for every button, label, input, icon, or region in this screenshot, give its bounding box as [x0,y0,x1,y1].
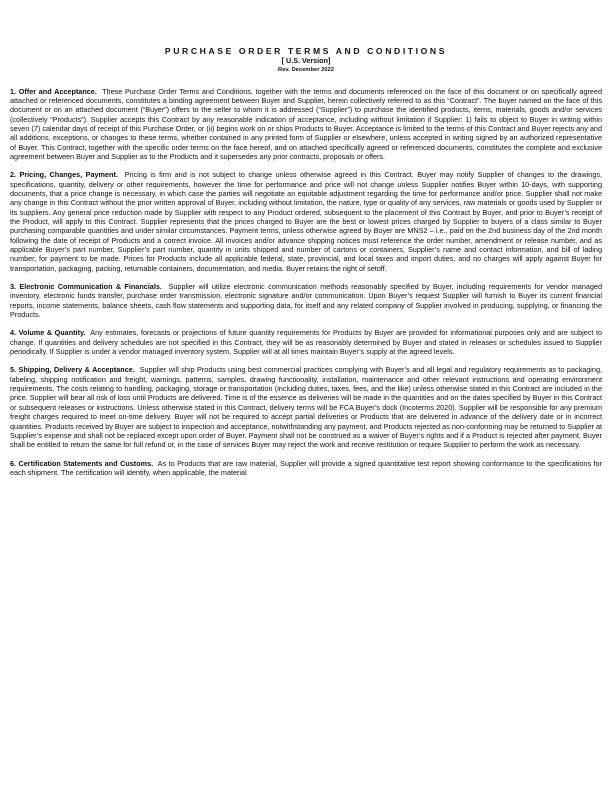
section-body: As to Products that are raw material, Supplier will provide a signed quantitative test report showing conformance to the specifications for each shipment. The certification will identify, when applicable, the material [10,458,602,477]
section-volume-quantity [10,328,602,356]
revision-date: Rev. December 2022 [278,66,334,73]
document-subtitle: [ U.S. Version] [281,56,331,65]
document-title: PURCHASE ORDER TERMS AND CONDITIONS [164,46,448,56]
section-heading: 5. Shipping, Delivery & Acceptance. [10,365,135,375]
section-heading: 1. Offer and Acceptance. [10,86,97,96]
section-body: Supplier will utilize electronic communication methods reasonably specified by Buyer, including requirements for vendor managed inventory, electronic funds transfer, purchase order transmission, electronic signature and/or communication. Upon Buyer’s request Supplier will furnish to Buyer its current financial reports, income statements, balance sheets, cash flow statements and supporting data, for itself and any related company of Supplier involved in producing, supplying, or financing the Products. [10,282,602,320]
section-heading: 3. Electronic Communication & Financials. [10,282,162,292]
section-heading: 2. Pricing, Changes, Payment. [10,170,118,180]
section-body: Any estimates, forecasts or projections of future quantity requirements for Products by Buyer are provided for informational purposes only and are subject to change. If quantities and delivery schedules are not specified in this Contract, they will be as reasonably determined by Buyer and stated in releases or schedules issued to Supplier periodically. If Supplier is under a vendor managed inventory system, Supplier will at all times maintain Buyer’s supply at the agreed levels. [10,328,602,357]
terms-sections [10,87,602,478]
section-body: Supplier will ship Products using best commercial practices complying with Buyer’s and all legal and regulatory requirements as to packaging, labeling, shipping notification and freight, warnings, patterns, samples, drawing functionality, installation, maintenance and other relevant instructions and operating environment requirements. The costs relating to handling, packaging, storage or transportation (including duties, taxes, fees, and the like) unless otherwise stated in this Contract are included in the price. Supplier will bear all risk of loss until Products are delivered. Time is of the essence as deliveries will be made in the quantities and on the dates specified by Buyer in this Contract or subsequent releases or instructions. Unless otherwise stated in this Contract, delivery terms will be FCA Buyer’s dock (Incoterms 2020). Supplier will be responsible for any premium freight charges required to meet on-time delivery. Buyer will not be required to accept partial deliveries or Products that are delivered in advance of the delivery date or in incorrect quantities. Products received by Buyer are subject to inspection and acceptance, notwithstanding any payment, and Products rejected as non-conforming may be returned to Supplier at Supplier’s expense and shall not be replaced except upon order of Buyer. Payment shall not be construed as a waiver of Buyer’s rights and if a Product is rejected after payment, Buyer shall be entitled to return the same for full refund or, in the case of services Buyer may reject the work and receive restitution or require Supplier to perform the work as necessary. [10,365,603,450]
section-electronic-communication [10,282,602,319]
section-heading: 6. Certification Statements and Customs. [10,458,154,468]
section-body: These Purchase Order Terms and Conditions, together with the terms and documents referenced on the face of this document or on specifically agreed attached or referenced documents, constitutes a binding agreement between Buyer and Supplier, herein collectively referred to as this “Contract”. The buyer named on the face of this document or on an attached document (“Buyer”) offers to the seller to whom it is addressed (“Supplier”) to purchase the identified products, items, materials, goods and/or services (collectively “Products”). Supplier accepts this Contract by any reasonable indication of acceptance, including without limitation if Supplier: 1) fails to object to Buyer in writing within seven (7) calendar days of receipt of this Purchase Order, or (ii) begins work on or ships Products to Buyer. Acceptance is limited to the terms of this Contract and Buyer rejects any and all additions, exceptions, or changes to these terms, whether contained in any printed form of Supplier or elsewhere, unless accepted in writing signed by an authorized representative of Buyer. This Contract, together with the specific order terms on the face hereof, and on attached specifically agreed or referenced documents, constitutes the complete and exclusive agreement between Buyer and Supplier as to the Products and it supersedes any prior contracts, proposals or offers. [10,86,602,161]
section-certification-customs [10,459,602,478]
section-pricing-changes-payment [10,170,602,273]
section-shipping-delivery [10,365,602,449]
section-heading: 4. Volume & Quantity. [10,328,86,338]
section-offer-acceptance [10,87,602,162]
section-body: Pricing is firm and is not subject to change unless otherwise agreed in this Contract. Buyer may notify Supplier of changes to the drawings, specifications, quantity, delivery or other requirements, however the time for performance and price will not change unless Supplier notifies Buyer within 10-days, with supporting documents, that a price change is necessary, in which case the parties will negotiate an equitable adjustment regarding the time for performance and/or price. Supplier shall not make any change in this Contract without the prior written approval of Buyer, including without limitation, the nature, type or quality of any services, raw materials or goods used by Supplier or its suppliers. Any general price reduction made by Supplier with respect to any Product ordered, subsequent to the placement of this Contract by Buyer, and prior to Buyer’s receipt of the Product, will apply to this Contract. Supplier represents that the prices charged to Buyer are the best or lowest prices charged by Supplier to buyers of a class similar to Buyer purchasing comparable quantities and under similar circumstances. Payment terms, unless otherwise agreed by Buyer are MNS2 – i.e., paid on the 2nd business day of the 2nd month following the date of receipt of Products and a correct invoice. All invoices and/or advance shipping notices must reference the order number, amendment or release number, and as applicable Buyer’s part number, Supplier’s part number, quantity in units shipped and number of cartons or containers, Supplier’s name and contact information, and bill of lading number, for payment to be made. Prices for Products include all applicable federal, state, provincial, and local taxes and import duties, and no charges will apply against Buyer for transportation, packaging, packing, returnable containers, documentation, and media. Buyer retains the right of setoff. [10,170,603,273]
document-header [10,46,602,75]
